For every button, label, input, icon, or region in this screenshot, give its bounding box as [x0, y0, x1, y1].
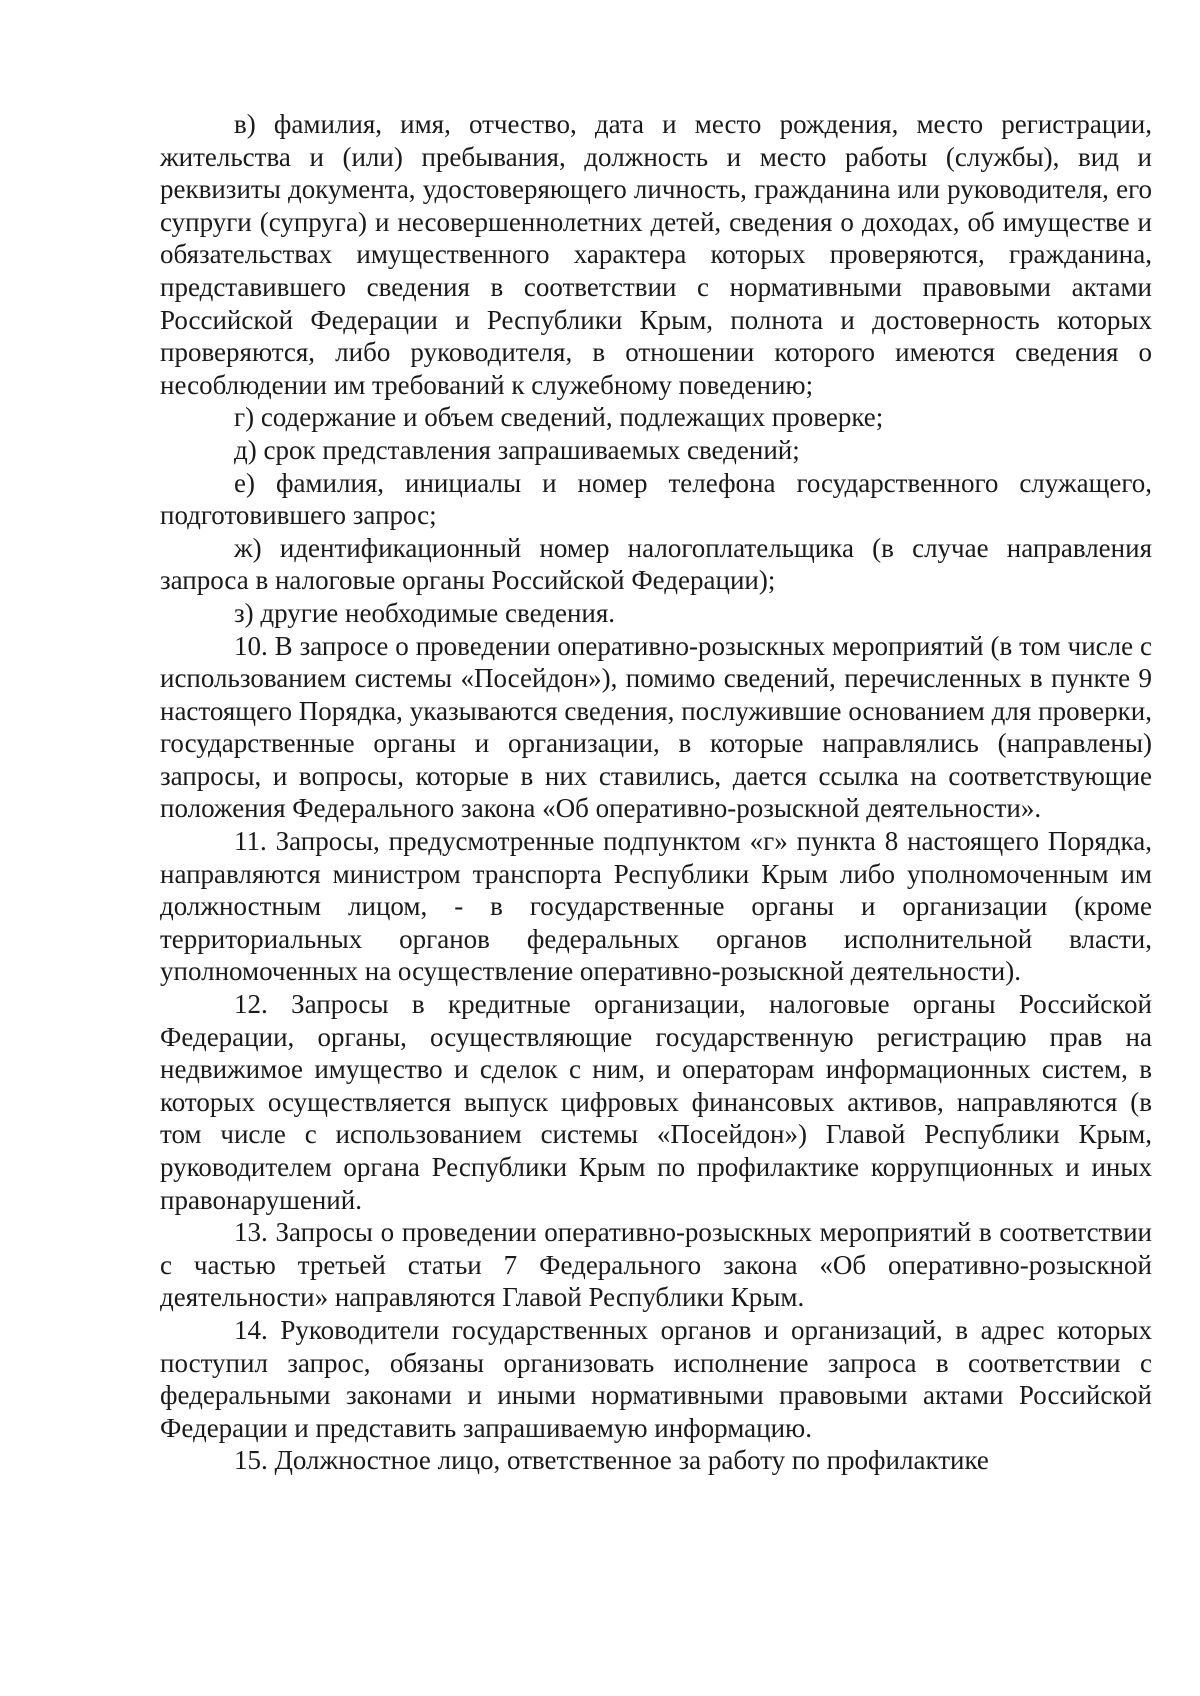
- paragraph-14: 14. Руководители государственных органов и организаций, в адрес которых поступил запрос, обязаны организовать исполнение запроса в соответствии с федеральными законами и иными нормативными правовыми актами Российской Федерации и представить запрашиваемую информацию.: [160, 1314, 1152, 1443]
- paragraph-item-g: г) содержание и объем сведений, подлежащих проверке;: [234, 402, 884, 433]
- paragraph-item-z: з) другие необходимые сведения.: [234, 597, 616, 628]
- paragraph-13: 13. Запросы о проведении оперативно-розыскных мероприятий в соответствии с частью третьей статьи 7 Федерального закона «Об оперативно-розыскной деятельности» направляются Главой Республики Крым.: [160, 1217, 1152, 1313]
- paragraph-item-d: д) срок представления запрашиваемых сведений;: [234, 434, 800, 465]
- paragraph-item-zh: ж) идентификационный номер налогоплательщика (в случае направления запроса в налоговые органы Российской Федерации);: [160, 532, 1152, 596]
- paragraph-item-v: в) фамилия, имя, отчество, дата и место рождения, место регистрации, жительства и (или) пребывания, должность и место работы (службы), вид и реквизиты документа, удостоверяющего личность, гражданина или руководителя, его супруги (супруга) и несовершеннолетних детей, сведения о доходах, об имуществе и обязательствах имущественного характера которых проверяются, гражданина, представившего сведения в соответствии с нормативными правовыми актами Российской Федерации и Республики Крым, полнота и достоверность которых проверяются, либо руководителя, в отношении которого имеются сведения о несоблюдении им требований к служебному поведению;: [160, 109, 1152, 400]
- paragraph-12: 12. Запросы в кредитные организации, налоговые органы Российской Федерации, органы, осуществляющие государственную регистрацию прав на недвижимое имущество и сделок с ним, и операторам информационных систем, в которых осуществляется выпуск цифровых финансовых активов, направляются (в том числе с использованием системы «Посейдон») Главой Республики Крым, руководителем органа Республики Крым по профилактике коррупционных и иных правонарушений.: [160, 989, 1152, 1215]
- paragraph-11: 11. Запросы, предусмотренные подпунктом «г» пункта 8 настоящего Порядка, направляются министром транспорта Республики Крым либо уполномоченным им должностным лицом, - в государственные органы и организации (кроме территориальных органов федеральных органов исполнительной власти, уполномоченных на осуществление оперативно-розыскной деятельности).: [160, 826, 1152, 987]
- paragraph-15: 15. Должностное лицо, ответственное за работу по профилактике: [234, 1445, 989, 1476]
- paragraph-item-e: е) фамилия, инициалы и номер телефона государственного служащего, подготовившего запрос;: [160, 467, 1152, 531]
- paragraph-10: 10. В запросе о проведении оперативно-розыскных мероприятий (в том числе с использованием системы «Посейдон»), помимо сведений, перечисленных в пункте 9 настоящего Порядка, указываются сведения, послужившие основанием для проверки, государственные органы и организации, в которые направлялись (направлены) запросы, и вопросы, которые в них ставились, дается ссылка на соответствующие положения Федерального закона «Об оперативно-розыскной деятельности».: [160, 630, 1152, 824]
